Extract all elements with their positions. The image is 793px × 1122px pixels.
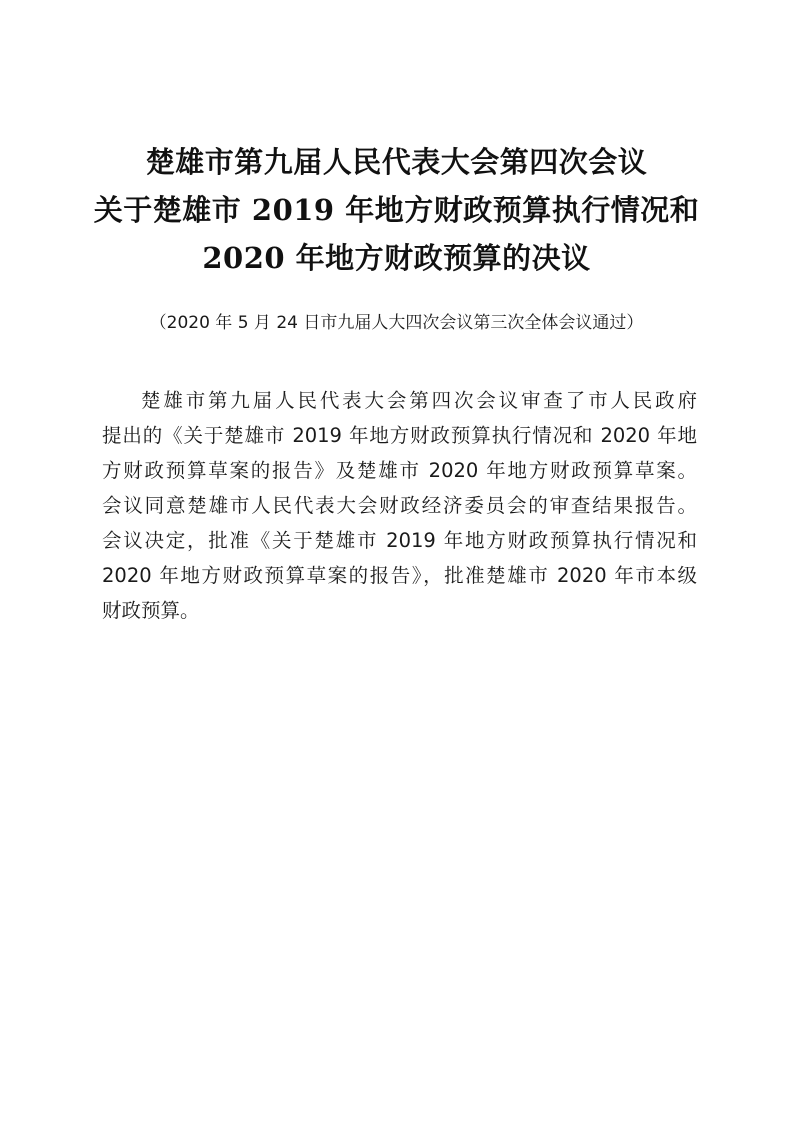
body-line-4: 会议同意楚雄市人民代表大会财政经济委员会的审查结果报告。 [102,494,697,517]
body-line-6: 2020 年地方财政预算草案的报告》，批准楚雄市 2020 年市本级 [102,564,697,587]
title-line-3: 2020 年地方财政预算的决议 [202,241,591,275]
title-line-1: 楚雄市第九届人民代表大会第四次会议 [145,145,648,179]
body-line-3: 方财政预算草案的报告》及楚雄市 2020 年地方财政预算草案。 [102,459,697,482]
body-line-5: 会议决定，批准《关于楚雄市 2019 年地方财政预算执行情况和 [102,529,697,552]
body-line-7: 财政预算。 [102,599,200,622]
body-line-2: 提出的《关于楚雄市 2019 年地方财政预算执行情况和 2020 年地 [102,424,697,447]
resolution-body [102,383,697,628]
adoption-note: （2020 年 5 月 24 日市九届人大四次会议第三次全体会议通过） [149,313,644,333]
body-line-1: 楚雄市第九届人民代表大会第四次会议审查了市人民政府 [141,389,697,412]
document-title [0,138,793,282]
title-line-2: 关于楚雄市 2019 年地方财政预算执行情况和 [93,193,700,227]
